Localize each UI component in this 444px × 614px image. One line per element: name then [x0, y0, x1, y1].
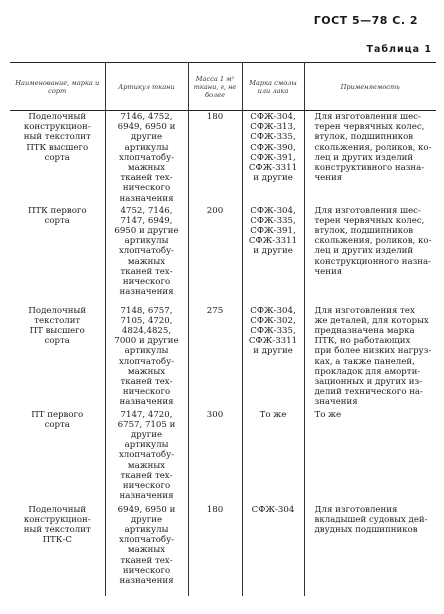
- cell-use: Для изготовления тех же деталей, для которых предназначена марка ПТК, но работающих при более низких нагруз- ках, а также панелей, прокладок для аморти- зационных и других из- делий технического на- значения: [314, 305, 432, 408]
- table-row: [10, 409, 436, 504]
- cell-name: Поделочный конструкцион- ный текстолит ПТК высшего сорта: [23, 112, 91, 163]
- cell-articles: 7148, 6757, 7105, 4720, 4824,4825, 7000 и другие артикулы хлопчатобу- мажных тканей тех- нического назначения: [114, 305, 179, 408]
- cell-use: Для изготовления шес- терен червячных колес, втулок, подшипников скольжения, роликов, ко- лец и других изделий конструктивного назна- чения: [314, 112, 432, 184]
- column-header-resin: Марка смолы или лака: [242, 63, 304, 111]
- table-row: [10, 205, 436, 305]
- cell-mass: 300: [206, 409, 224, 420]
- cell-mass: 200: [206, 205, 224, 216]
- table-header-row: [10, 63, 436, 111]
- table-row: [10, 504, 436, 596]
- column-header-article: Артикул ткани: [105, 63, 188, 111]
- cell-name: ПТК первого сорта: [27, 205, 87, 226]
- column-header-use: Применяемость: [304, 63, 436, 111]
- cell-name: ПТ первого сорта: [31, 409, 84, 430]
- cell-articles: 7146, 4752, 6949, 6950 и другие артикулы хлопчатобу- мажных тканей тех- нического назначения: [117, 112, 176, 204]
- table-caption: Таблица 1: [366, 44, 432, 55]
- cell-name: Поделочный текстолит ПТ высшего сорта: [28, 305, 87, 347]
- cell-resin: СФЖ-304, СФЖ-335, СФЖ-391, СФЖ-3311 и другие: [248, 205, 298, 257]
- cell-mass: 180: [206, 112, 224, 122]
- table-row: [10, 111, 436, 205]
- cell-use: Для изготовления шес- терен червячных колес, втулок, подшипников скольжения, роликов, ко- лец и других изделий конструкционного назна- чения: [314, 205, 432, 277]
- cell-resin: СФЖ-304, СФЖ-302, СФЖ-335, СФЖ-3311 и другие: [248, 305, 298, 357]
- column-header-mass: Масса 1 м² ткани, г, не более: [188, 63, 242, 111]
- standard-code: ГОСТ 5—78 С. 2: [313, 14, 418, 27]
- cell-resin: СФЖ-304: [251, 504, 295, 515]
- cell-articles: 4752, 7146, 7147, 6949, 6950 и другие артикулы хлопчатобу- мажных тканей тех- нического назначения: [114, 205, 179, 298]
- spec-table: [10, 62, 436, 596]
- cell-use: То же: [314, 409, 342, 420]
- cell-articles: 6949, 6950 и другие артикулы хлопчатобу- мажных тканей тех- нического назначения: [117, 504, 176, 586]
- cell-mass: 275: [206, 305, 224, 316]
- table-row: [10, 305, 436, 409]
- cell-name: Поделочный конструкцион- ный текстолит ПТК-С: [23, 504, 91, 546]
- cell-use: Для изготовления вкладышей судовых дей- двудных подшипников: [314, 504, 428, 535]
- cell-resin: То же: [259, 409, 287, 420]
- cell-articles: 7147, 4720, 6757, 7105 и другие артикулы хлопчатобу- мажных тканей тех- нического назначения: [117, 409, 176, 502]
- cell-mass: 180: [206, 504, 224, 515]
- cell-resin: СФЖ-304, СФЖ-313, СФЖ-335, СФЖ-390, СФЖ-391, СФЖ-3311 и другие: [248, 112, 298, 184]
- column-header-name: Наименование, марка и сорт: [10, 63, 105, 111]
